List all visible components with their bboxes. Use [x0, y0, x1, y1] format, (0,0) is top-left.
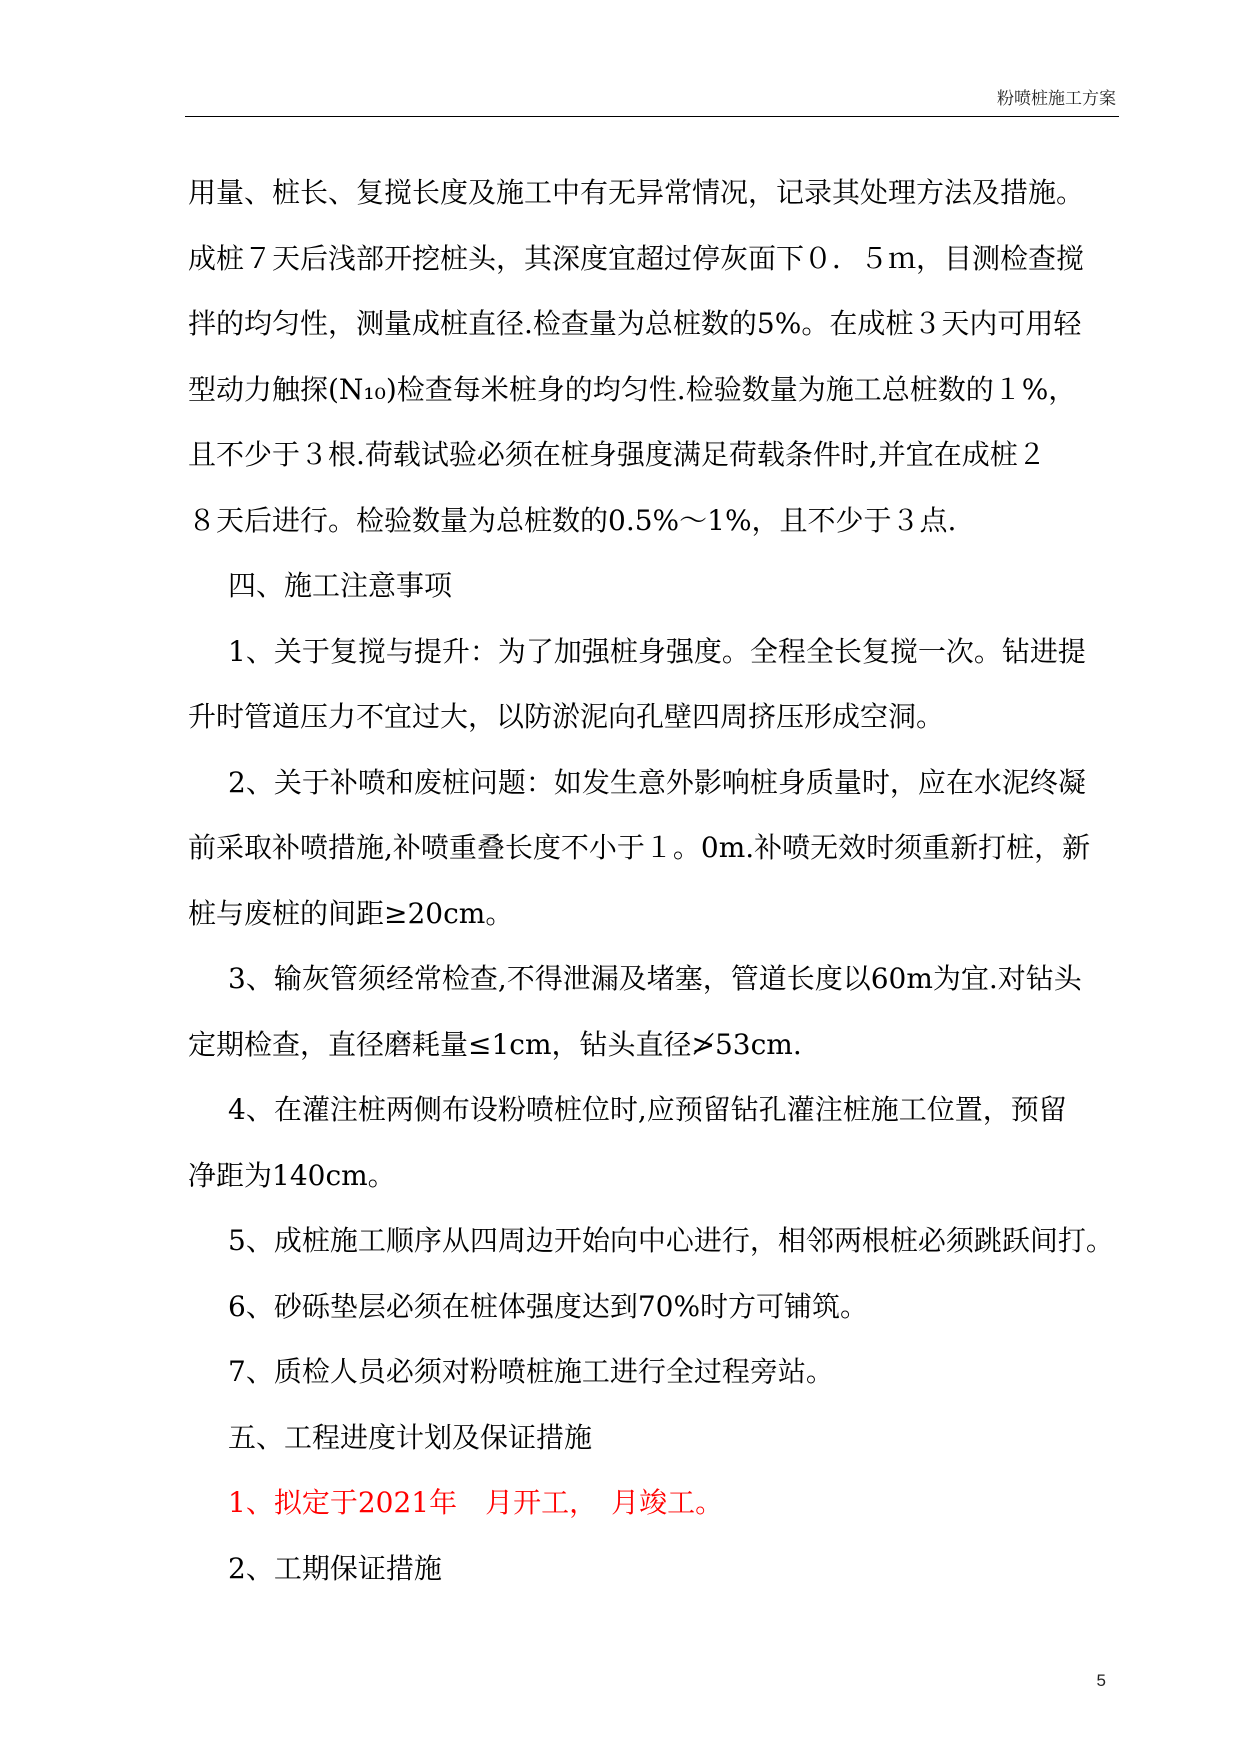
paragraph-line: 2、工期保证措施	[228, 1551, 442, 1585]
paragraph-line: 且不少于３根.荷载试验必须在桩身强度满足荷载条件时,并宜在成桩２	[188, 438, 1046, 471]
header-title: 粉喷桩施工方案	[997, 89, 1116, 109]
header-divider	[185, 116, 1119, 117]
paragraph-line: 四、施工注意事项	[228, 569, 453, 602]
paragraph-line: 五、工程进度计划及保证措施	[228, 1420, 593, 1454]
paragraph-line: 6、砂砾垫层必须在桩体强度达到70%时方可铺筑。	[228, 1289, 869, 1323]
paragraph-line: 定期检查，直径磨耗量≤1cm，钻头直径≯53cm.	[188, 1027, 802, 1061]
paragraph-line: 1、拟定于2021年 月开工， 月竣工。	[228, 1486, 724, 1519]
paragraph-line: 成桩７天后浅部开挖桩头，其深度宜超过停灰面下０．５ｍ，目测检查搅	[188, 241, 1085, 275]
paragraph-line: 3、输灰管须经常检查,不得泄漏及堵塞，管道长度以60m为宜.对钻头	[228, 962, 1082, 995]
paragraph-line: 桩与废桩的间距≥20cm。	[188, 896, 514, 930]
paragraph-line: 7、质检人员必须对粉喷桩施工进行全过程旁站。	[228, 1355, 834, 1388]
document-body	[188, 160, 1116, 1601]
paragraph-line: ８天后进行。检验数量为总桩数的0.5%～1%，且不少于３点.	[188, 503, 957, 537]
paragraph-line: 升时管道压力不宜过大，以防淤泥向孔壁四周挤压形成空洞。	[188, 700, 945, 733]
paragraph-line: 5、成桩施工顺序从四周边开始向中心进行，相邻两根桩必须跳跃间打。	[228, 1224, 1114, 1257]
paragraph-line: 前采取补喷措施,补喷重叠长度不小于１。0m.补喷无效时须重新打桩，新	[188, 831, 1091, 864]
paragraph-line: 型动力触探(N₁₀)检查每米桩身的均匀性.检验数量为施工总桩数的１%，	[188, 372, 1077, 406]
paragraph-line: 用量、桩长、复搅长度及施工中有无异常情况，记录其处理方法及措施。	[188, 176, 1085, 209]
paragraph-line: 2、关于补喷和废桩问题：如发生意外影响桩身质量时，应在水泥终凝	[228, 765, 1086, 799]
paragraph-line: 净距为140cm。	[188, 1158, 396, 1192]
paragraph-line: 4、在灌注桩两侧布设粉喷桩位时,应预留钻孔灌注桩施工位置，预留	[228, 1093, 1067, 1126]
paragraph-line: 拌的均匀性，测量成桩直径.检查量为总桩数的5%。在成桩３天内可用轻	[188, 307, 1082, 340]
page-number: 5	[1096, 1671, 1106, 1690]
paragraph-line: 1、关于复搅与提升：为了加强桩身强度。全程全长复搅一次。钻进提	[228, 634, 1086, 668]
